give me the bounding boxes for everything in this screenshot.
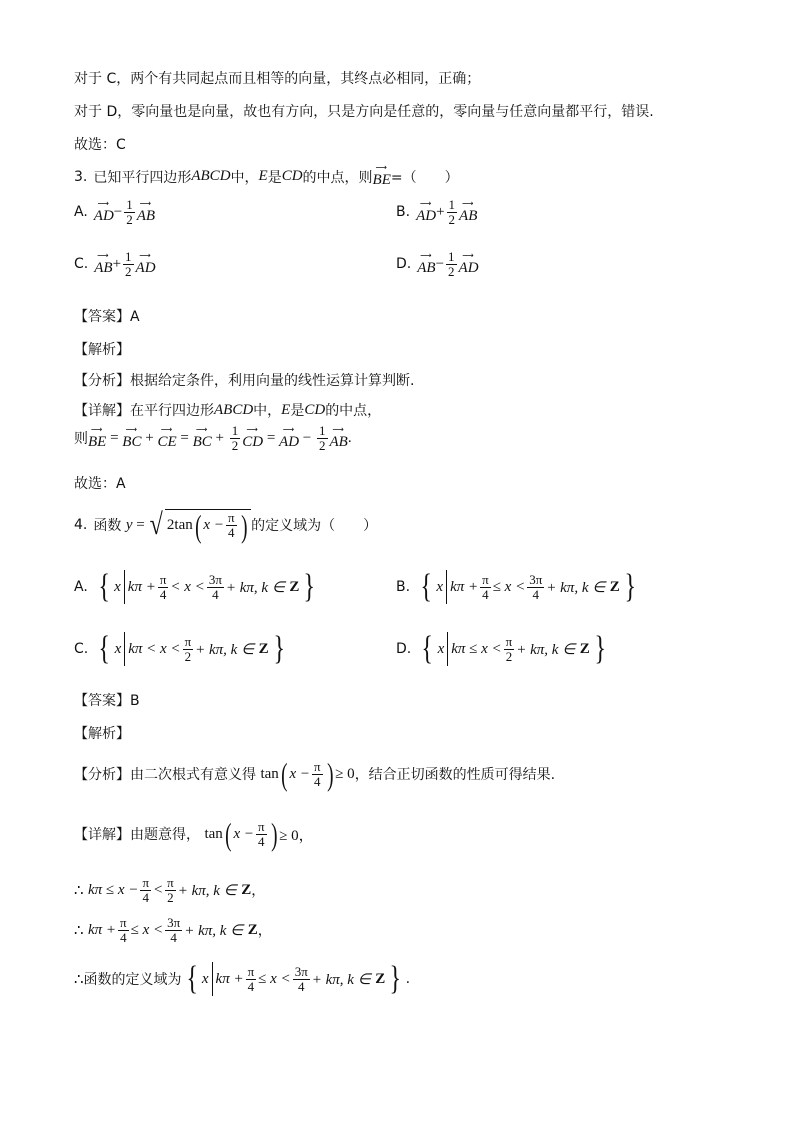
vector-be: ⟶ BE	[372, 163, 391, 188]
q4-answer: 【答案】B	[74, 693, 140, 709]
vector-arrow-icon: ⟶	[97, 250, 110, 260]
sqrt-expression: √ 2tan ( x − $\frac{\pi}{4}$ )	[148, 508, 251, 542]
q4-analysis-title: 【解析】	[74, 726, 130, 742]
q4-step1: ∴ kπ ≤ x − $\frac{\pi}{4}$ < $\frac{\pi}{2}$ + kπ, k ∈ Z ，	[74, 875, 266, 905]
q3-option-c[interactable]: C. ⟶ AB + $\frac{1}{2}$ ⟶ AD	[74, 249, 156, 279]
fraction: $\frac{1}{2}$	[126, 197, 133, 227]
q4-step2: ∴ kπ + $\frac{\pi}{4}$ ≤ x < $\frac{3\pi}{4}$ + kπ, k ∈ Z ，	[74, 915, 272, 945]
vector-arrow-icon: ⟶	[97, 198, 111, 208]
vector-arrow-icon: ⟶	[139, 198, 153, 208]
fraction: $\frac{1}{2}$	[231, 423, 239, 453]
vector-arrow-icon: ⟶	[125, 424, 139, 434]
vector-arrow-icon: ⟶	[160, 424, 174, 434]
prev-line-c: 对于 C，两个有共同起点而且相等的向量，其终点必相同，正确；	[74, 71, 481, 87]
prev-choose: 故选：C	[74, 137, 126, 153]
q3-option-a[interactable]: A. ⟶ AD − $\frac{1}{2}$ ⟶ AB	[74, 197, 156, 227]
q4-option-a[interactable]: A. { x kπ + $\frac{\pi}{4}$ < x < $\frac{3\pi}{4}$ + kπ, k ∈ Z }	[74, 568, 316, 605]
fraction: $\frac{1}{2}$	[319, 423, 326, 453]
q4-fenxi: 【分析】由二次根式有意义得 tan ( x − $\frac{\pi}{4}$ ) ≥ 0 ，结合正切函数的性质可得结果.	[74, 756, 556, 792]
vector-arrow-icon: ⟶	[375, 163, 388, 172]
q4-stem: 4. 函数 y = √ 2tan ( x − $\frac{\pi}{4}$ ) 的定义域为（ ）	[74, 507, 378, 544]
q3-option-b[interactable]: B. ⟶ AD + $\frac{1}{2}$ ⟶ AB	[396, 197, 478, 227]
q3-equation: 则 ⟶ BE = ⟶ BC + ⟶ CE = ⟶ BC + $\frac{1}{2}$ ⟶ CD = ⟶ AD − $\frac{1}{2}$ ⟶ AB .	[74, 423, 352, 453]
q3-detail: 【详解】在平行四边形 ABCD 中， E 是 CD 的中点，	[74, 401, 382, 419]
vector-arrow-icon: ⟶	[195, 424, 209, 434]
fraction: $\frac{1}{2}$	[448, 197, 456, 227]
fraction: $\frac{1}{2}$	[448, 249, 455, 279]
vector-arrow-icon: ⟶	[246, 424, 259, 434]
q4-final: ∴ 函数的定义域为 { x kπ + $\frac{\pi}{4}$ ≤ x < $\frac{3\pi}{4}$ + kπ, k ∈ Z } .	[74, 960, 411, 997]
prev-line-d: 对于 D，零向量也是向量，故也有方向，只是方向是任意的，零向量与任意向量都平行，错误.	[74, 104, 654, 120]
vector-arrow-icon: ⟶	[419, 198, 433, 208]
fraction: $\frac{1}{2}$	[125, 249, 132, 279]
q3-option-d[interactable]: D. ⟶ AB − $\frac{1}{2}$ ⟶ AD	[396, 249, 479, 279]
q4-detail: 【详解】由题意得， tan ( x − $\frac{\pi}{4}$ ) ≥ 0，	[74, 816, 314, 852]
q3-answer: 【答案】A	[74, 309, 140, 325]
q3-stem: 3. 已知平行四边形 ABCD 中， E 是 CD 的中点，则 ⟶ BE =（ ）	[74, 163, 459, 188]
vector-arrow-icon: ⟶	[462, 250, 475, 260]
vector-arrow-icon: ⟶	[420, 250, 433, 260]
vector-arrow-icon: ⟶	[282, 424, 296, 434]
q4-option-b[interactable]: B. { x kπ + $\frac{\pi}{4}$ ≤ x < $\frac{3\pi}{4}$ + kπ, k ∈ Z }	[396, 568, 636, 605]
vector-arrow-icon: ⟶	[90, 424, 104, 434]
q4-option-c[interactable]: C. { x kπ < x < $\frac{\pi}{2}$ + kπ, k ∈ Z }	[74, 630, 285, 667]
q3-analysis-title: 【解析】	[74, 342, 130, 358]
vector-arrow-icon: ⟶	[461, 198, 475, 208]
vector-arrow-icon: ⟶	[332, 424, 345, 434]
vector-arrow-icon: ⟶	[139, 250, 152, 260]
q4-option-d[interactable]: D. { x kπ ≤ x < $\frac{\pi}{2}$ + kπ, k ∈ Z }	[396, 630, 606, 667]
q3-choose: 故选：A	[74, 476, 126, 492]
q3-fenxi: 【分析】根据给定条件，利用向量的线性运算计算判断.	[74, 373, 415, 389]
